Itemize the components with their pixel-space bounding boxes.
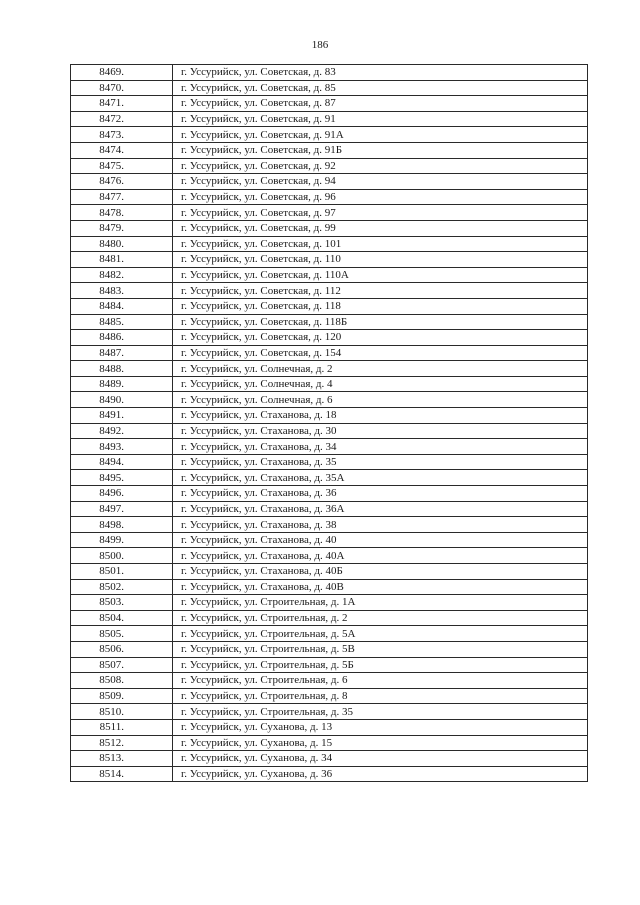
table-row (71, 673, 588, 689)
table-row (71, 595, 588, 611)
row-address: г. Уссурийск, ул. Стаханова, д. 40 (173, 532, 588, 548)
row-number: 8503. (71, 595, 173, 611)
table-row (71, 688, 588, 704)
row-number: 8502. (71, 579, 173, 595)
row-address: г. Уссурийск, ул. Суханова, д. 13 (173, 719, 588, 735)
table-row (71, 392, 588, 408)
table-row (71, 158, 588, 174)
row-address: г. Уссурийск, ул. Советская, д. 92 (173, 158, 588, 174)
row-address: г. Уссурийск, ул. Стаханова, д. 35А (173, 470, 588, 486)
row-address: г. Уссурийск, ул. Суханова, д. 15 (173, 735, 588, 751)
table-row (71, 454, 588, 470)
row-address: г. Уссурийск, ул. Солнечная, д. 4 (173, 376, 588, 392)
row-address: г. Уссурийск, ул. Строительная, д. 2 (173, 610, 588, 626)
table-row (71, 142, 588, 158)
table-row (71, 579, 588, 595)
table-row (71, 751, 588, 767)
row-number: 8500. (71, 548, 173, 564)
table-row (71, 174, 588, 190)
row-number: 8499. (71, 532, 173, 548)
table-row (71, 220, 588, 236)
row-number: 8494. (71, 454, 173, 470)
row-number: 8486. (71, 330, 173, 346)
row-address: г. Уссурийск, ул. Советская, д. 118 (173, 298, 588, 314)
row-number: 8506. (71, 641, 173, 657)
table-row (71, 641, 588, 657)
row-number: 8480. (71, 236, 173, 252)
row-number: 8508. (71, 673, 173, 689)
row-address: г. Уссурийск, ул. Советская, д. 91Б (173, 142, 588, 158)
table-row (71, 657, 588, 673)
row-address: г. Уссурийск, ул. Строительная, д. 5В (173, 641, 588, 657)
table-row (71, 735, 588, 751)
row-address: г. Уссурийск, ул. Стаханова, д. 30 (173, 423, 588, 439)
row-address: г. Уссурийск, ул. Стаханова, д. 36А (173, 501, 588, 517)
table-row (71, 766, 588, 782)
row-address: г. Уссурийск, ул. Строительная, д. 35 (173, 704, 588, 720)
table-row (71, 267, 588, 283)
row-number: 8509. (71, 688, 173, 704)
table-row (71, 470, 588, 486)
row-address: г. Уссурийск, ул. Строительная, д. 5Б (173, 657, 588, 673)
table-row (71, 564, 588, 580)
row-number: 8489. (71, 376, 173, 392)
row-address: г. Уссурийск, ул. Советская, д. 85 (173, 80, 588, 96)
row-address: г. Уссурийск, ул. Стаханова, д. 35 (173, 454, 588, 470)
address-table-body (71, 65, 588, 782)
row-address: г. Уссурийск, ул. Советская, д. 120 (173, 330, 588, 346)
row-number: 8498. (71, 517, 173, 533)
row-address: г. Уссурийск, ул. Советская, д. 118Б (173, 314, 588, 330)
row-number: 8504. (71, 610, 173, 626)
row-number: 8493. (71, 439, 173, 455)
row-address: г. Уссурийск, ул. Советская, д. 91 (173, 111, 588, 127)
row-address: г. Уссурийск, ул. Строительная, д. 5А (173, 626, 588, 642)
row-address: г. Уссурийск, ул. Стаханова, д. 38 (173, 517, 588, 533)
row-address: г. Уссурийск, ул. Стаханова, д. 40А (173, 548, 588, 564)
row-number: 8514. (71, 766, 173, 782)
row-address: г. Уссурийск, ул. Советская, д. 97 (173, 205, 588, 221)
row-address: г. Уссурийск, ул. Солнечная, д. 6 (173, 392, 588, 408)
row-number: 8469. (71, 65, 173, 81)
row-number: 8490. (71, 392, 173, 408)
row-number: 8473. (71, 127, 173, 143)
row-address: г. Уссурийск, ул. Советская, д. 83 (173, 65, 588, 81)
row-number: 8475. (71, 158, 173, 174)
row-number: 8470. (71, 80, 173, 96)
row-address: г. Уссурийск, ул. Советская, д. 110А (173, 267, 588, 283)
row-address: г. Уссурийск, ул. Советская, д. 99 (173, 220, 588, 236)
row-address: г. Уссурийск, ул. Стаханова, д. 34 (173, 439, 588, 455)
row-address: г. Уссурийск, ул. Стаханова, д. 18 (173, 408, 588, 424)
table-row (71, 111, 588, 127)
row-number: 8513. (71, 751, 173, 767)
row-address: г. Уссурийск, ул. Строительная, д. 1А (173, 595, 588, 611)
row-number: 8487. (71, 345, 173, 361)
row-address: г. Уссурийск, ул. Советская, д. 154 (173, 345, 588, 361)
row-number: 8495. (71, 470, 173, 486)
row-address: г. Уссурийск, ул. Стаханова, д. 40В (173, 579, 588, 595)
table-row (71, 65, 588, 81)
row-address: г. Уссурийск, ул. Солнечная, д. 2 (173, 361, 588, 377)
table-row (71, 704, 588, 720)
table-row (71, 610, 588, 626)
row-number: 8476. (71, 174, 173, 190)
row-number: 8501. (71, 564, 173, 580)
row-address: г. Уссурийск, ул. Стаханова, д. 36 (173, 486, 588, 502)
row-address: г. Уссурийск, ул. Советская, д. 112 (173, 283, 588, 299)
table-row (71, 345, 588, 361)
table-row (71, 96, 588, 112)
row-number: 8472. (71, 111, 173, 127)
row-number: 8484. (71, 298, 173, 314)
row-number: 8488. (71, 361, 173, 377)
row-address: г. Уссурийск, ул. Стаханова, д. 40Б (173, 564, 588, 580)
row-number: 8483. (71, 283, 173, 299)
row-address: г. Уссурийск, ул. Советская, д. 110 (173, 252, 588, 268)
table-row (71, 189, 588, 205)
table-row (71, 439, 588, 455)
table-row (71, 330, 588, 346)
row-number: 8481. (71, 252, 173, 268)
row-address: г. Уссурийск, ул. Суханова, д. 36 (173, 766, 588, 782)
row-number: 8482. (71, 267, 173, 283)
row-number: 8505. (71, 626, 173, 642)
table-row (71, 236, 588, 252)
row-number: 8478. (71, 205, 173, 221)
table-row (71, 501, 588, 517)
table-row (71, 80, 588, 96)
row-address: г. Уссурийск, ул. Советская, д. 101 (173, 236, 588, 252)
row-address: г. Уссурийск, ул. Советская, д. 91А (173, 127, 588, 143)
row-number: 8477. (71, 189, 173, 205)
row-number: 8479. (71, 220, 173, 236)
table-row (71, 719, 588, 735)
table-row (71, 548, 588, 564)
row-address: г. Уссурийск, ул. Советская, д. 96 (173, 189, 588, 205)
table-row (71, 517, 588, 533)
table-row (71, 486, 588, 502)
table-row (71, 127, 588, 143)
row-number: 8491. (71, 408, 173, 424)
table-row (71, 298, 588, 314)
table-row (71, 532, 588, 548)
row-number: 8492. (71, 423, 173, 439)
row-address: г. Уссурийск, ул. Строительная, д. 8 (173, 688, 588, 704)
row-number: 8496. (71, 486, 173, 502)
table-row (71, 626, 588, 642)
table-row (71, 252, 588, 268)
table-row (71, 361, 588, 377)
table-row (71, 314, 588, 330)
page-number: 186 (311, 39, 329, 51)
table-row (71, 283, 588, 299)
row-address: г. Уссурийск, ул. Суханова, д. 34 (173, 751, 588, 767)
table-row (71, 408, 588, 424)
table-row (71, 205, 588, 221)
address-table (70, 64, 588, 782)
table-row (71, 376, 588, 392)
row-number: 8512. (71, 735, 173, 751)
table-row (71, 423, 588, 439)
row-address: г. Уссурийск, ул. Советская, д. 94 (173, 174, 588, 190)
row-number: 8485. (71, 314, 173, 330)
row-number: 8511. (71, 719, 173, 735)
row-number: 8510. (71, 704, 173, 720)
row-number: 8497. (71, 501, 173, 517)
row-number: 8471. (71, 96, 173, 112)
row-address: г. Уссурийск, ул. Советская, д. 87 (173, 96, 588, 112)
row-number: 8507. (71, 657, 173, 673)
row-number: 8474. (71, 142, 173, 158)
row-address: г. Уссурийск, ул. Строительная, д. 6 (173, 673, 588, 689)
